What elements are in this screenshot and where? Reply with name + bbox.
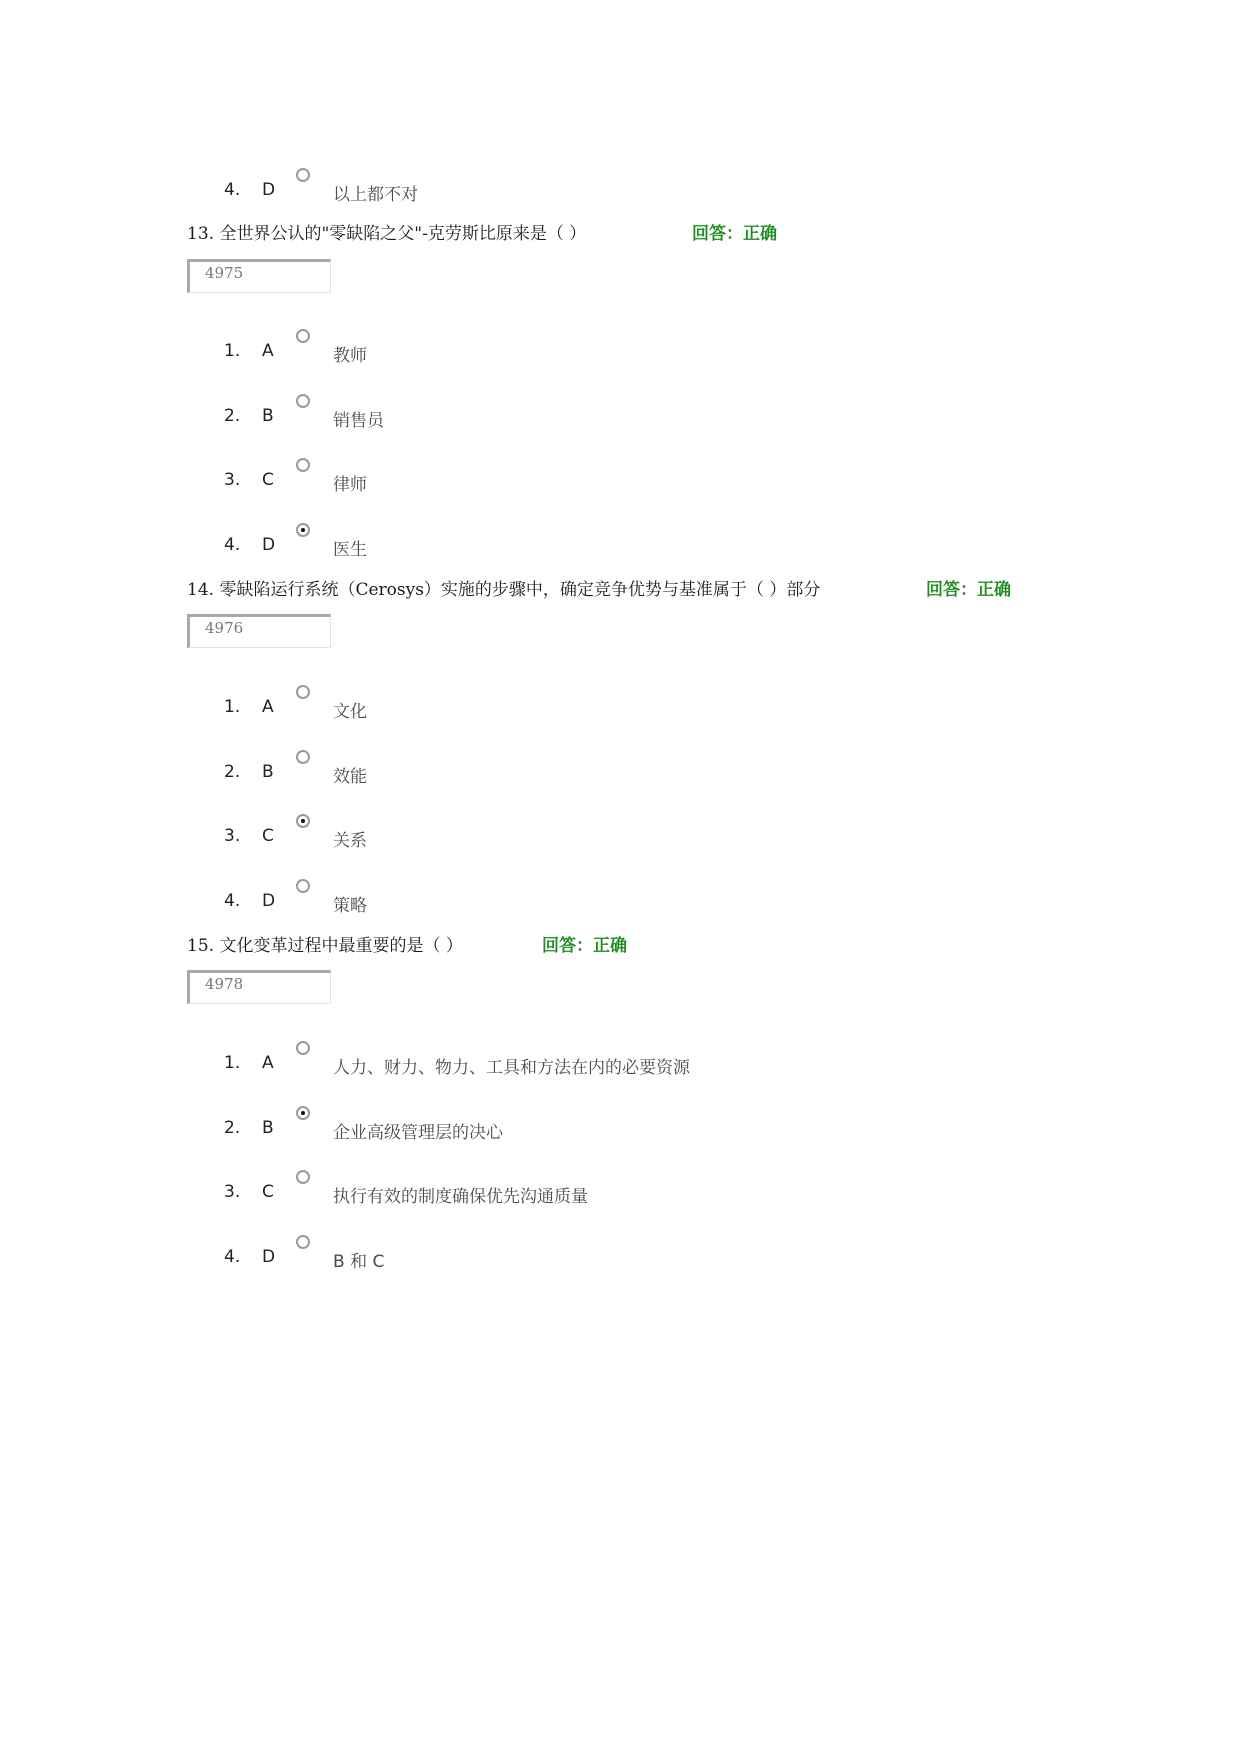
radio-button[interactable]	[296, 1170, 310, 1184]
question-14-id-field[interactable]: 4976	[187, 614, 331, 648]
answer-status-15: 回答：正确	[542, 936, 627, 956]
option-text: 策略	[333, 896, 367, 916]
question-13-text: 13. 全世界公认的"零缺陷之父"-克劳斯比原来是（ ）	[187, 224, 587, 244]
question-15-id-field[interactable]: 4978	[187, 970, 331, 1004]
option-number: 2.	[224, 406, 241, 426]
option-number: 2.	[224, 1118, 241, 1138]
option-text: B 和 C	[333, 1252, 385, 1272]
option-letter: C	[262, 1182, 274, 1202]
option-letter: C	[262, 826, 274, 846]
option-letter: D	[262, 180, 276, 200]
radio-button-selected[interactable]	[296, 1106, 310, 1120]
option-text: 以上都不对	[333, 185, 418, 205]
answer-status-13: 回答：正确	[692, 224, 777, 244]
option-letter: C	[262, 470, 274, 490]
option-letter: B	[262, 1118, 274, 1138]
option-letter: A	[262, 697, 274, 717]
radio-button[interactable]	[296, 750, 310, 764]
question-13-id-field[interactable]: 4975	[187, 259, 331, 293]
radio-button[interactable]	[296, 168, 310, 182]
radio-button[interactable]	[296, 1041, 310, 1055]
option-number: 4.	[224, 535, 241, 555]
radio-button[interactable]	[296, 394, 310, 408]
radio-button-selected[interactable]	[296, 523, 310, 537]
option-number: 1.	[224, 341, 241, 361]
radio-button[interactable]	[296, 1235, 310, 1249]
option-letter: A	[262, 341, 274, 361]
radio-button[interactable]	[296, 458, 310, 472]
option-text: 关系	[333, 831, 367, 851]
option-number: 4.	[224, 1247, 241, 1267]
option-text: 企业高级管理层的决心	[333, 1123, 503, 1143]
question-15-text: 15. 文化变革过程中最重要的是（ ）	[187, 936, 463, 956]
option-letter: B	[262, 762, 274, 782]
option-number: 4.	[224, 180, 241, 200]
option-letter: D	[262, 891, 276, 911]
option-number: 3.	[224, 1182, 241, 1202]
option-text: 文化	[333, 702, 367, 722]
radio-button[interactable]	[296, 879, 310, 893]
option-text: 人力、财力、物力、工具和方法在内的必要资源	[333, 1058, 690, 1078]
option-number: 1.	[224, 1053, 241, 1073]
option-number: 2.	[224, 762, 241, 782]
question-14-text: 14. 零缺陷运行系统（Cerosys）实施的步骤中，确定竞争优势与基准属于（ ）部分	[187, 580, 821, 600]
option-text: 执行有效的制度确保优先沟通质量	[333, 1187, 588, 1207]
option-number: 3.	[224, 826, 241, 846]
option-letter: D	[262, 1247, 276, 1267]
radio-button-selected[interactable]	[296, 814, 310, 828]
option-text: 医生	[333, 540, 367, 560]
option-text: 律师	[333, 475, 367, 495]
option-number: 4.	[224, 891, 241, 911]
option-letter: A	[262, 1053, 274, 1073]
option-letter: B	[262, 406, 274, 426]
radio-button[interactable]	[296, 329, 310, 343]
option-text: 销售员	[333, 411, 384, 431]
option-number: 1.	[224, 697, 241, 717]
answer-status-14: 回答：正确	[926, 580, 1011, 600]
option-letter: D	[262, 535, 276, 555]
option-number: 3.	[224, 470, 241, 490]
radio-button[interactable]	[296, 685, 310, 699]
option-text: 教师	[333, 346, 367, 366]
option-text: 效能	[333, 767, 367, 787]
